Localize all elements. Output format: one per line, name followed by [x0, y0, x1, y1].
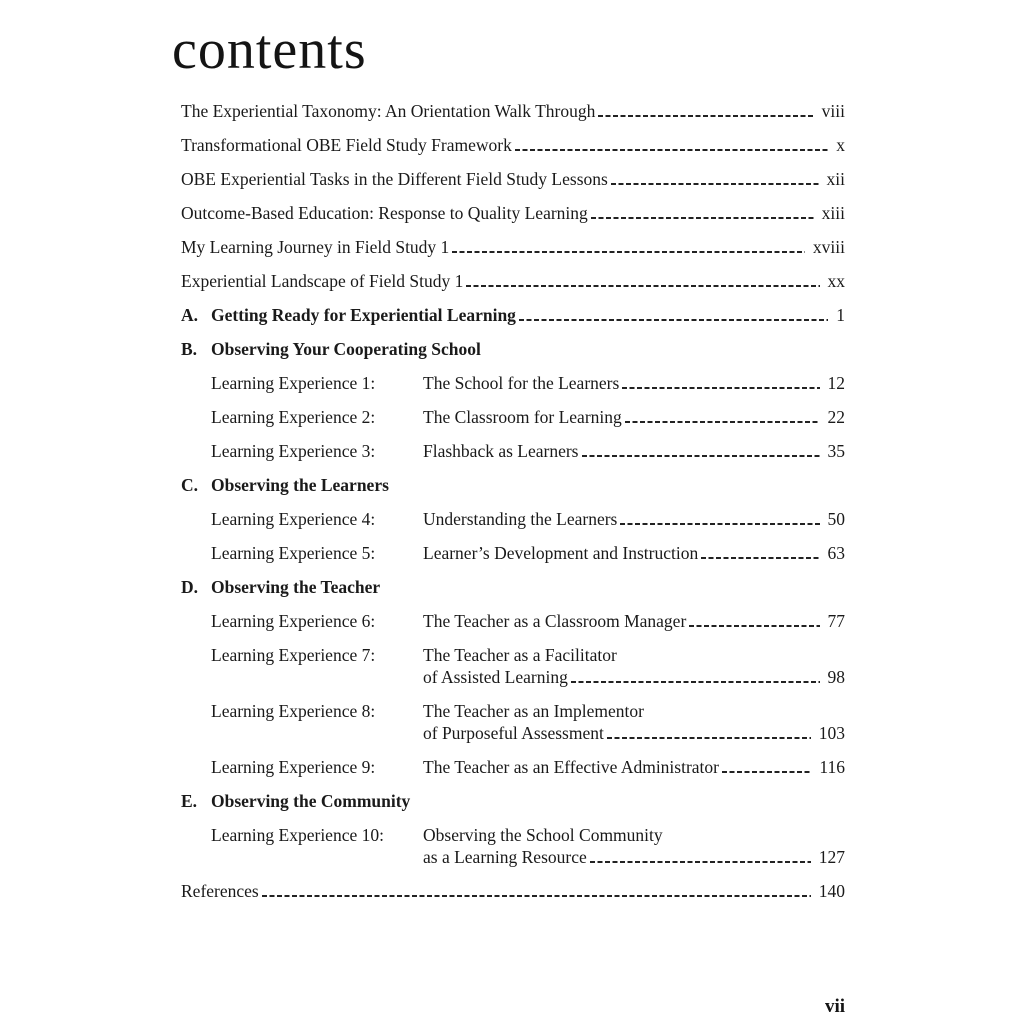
entry-page-number: 116	[819, 757, 845, 777]
learning-experience-label: Learning Experience 7:	[211, 645, 376, 665]
section-letter: B.	[181, 339, 198, 359]
entry-title: The Teacher as a Facilitator	[423, 645, 617, 665]
section-letter: C.	[181, 475, 199, 495]
toc-entry	[181, 700, 845, 744]
dash-leader	[588, 848, 813, 866]
table-of-contents	[181, 100, 845, 914]
toc-entry-references	[181, 880, 845, 902]
entry-page-number: 140	[818, 881, 845, 901]
entry-page-number: 98	[827, 667, 845, 687]
entry-title: Outcome-Based Education: Response to Quality Learning	[181, 203, 588, 223]
entry-title: Flashback as Learners	[423, 441, 579, 461]
entry-page-number: 35	[827, 441, 845, 461]
section-letter: A.	[181, 305, 199, 325]
entry-title: OBE Experiential Tasks in the Different Field Study Lessons	[181, 169, 608, 189]
entry-title: Learner’s Development and Instruction	[423, 543, 699, 563]
entry-page-number: 77	[827, 611, 845, 631]
toc-section-e	[181, 790, 845, 812]
entry-title: Observing the School Community	[423, 825, 663, 845]
entry-page-number: 1	[836, 305, 845, 325]
toc-entry	[181, 644, 845, 688]
dash-leader	[605, 724, 813, 742]
entry-title: The Teacher as an Effective Administrator	[423, 757, 719, 777]
dash-leader	[609, 170, 821, 188]
toc-entry	[181, 440, 845, 462]
dash-leader	[687, 612, 821, 630]
toc-entry	[181, 134, 845, 156]
dash-leader	[618, 510, 821, 528]
entry-page-number: xii	[826, 169, 845, 189]
page-title: contents	[172, 19, 367, 81]
section-title: Observing the Community	[211, 791, 411, 811]
toc-section-c	[181, 474, 845, 496]
dash-leader	[620, 374, 821, 392]
entry-title-wrap: of Assisted Learning	[423, 667, 568, 687]
entry-title: My Learning Journey in Field Study 1	[181, 237, 450, 257]
folio-page-number: vii	[824, 996, 845, 1017]
dash-leader	[260, 882, 813, 900]
toc-section-d	[181, 576, 845, 598]
entry-page-number: xviii	[812, 237, 845, 257]
toc-entry	[181, 270, 845, 292]
dash-leader	[580, 442, 822, 460]
dash-leader	[464, 272, 821, 290]
toc-entry	[181, 372, 845, 394]
toc-entry	[181, 168, 845, 190]
dash-leader	[699, 544, 821, 562]
dash-leader	[623, 408, 822, 426]
section-title: Observing the Learners	[211, 475, 389, 495]
entry-title: The School for the Learners	[423, 373, 620, 393]
learning-experience-label: Learning Experience 3:	[211, 441, 376, 461]
learning-experience-label: Learning Experience 8:	[211, 701, 376, 721]
dash-leader	[596, 102, 815, 120]
toc-entry	[181, 756, 845, 778]
dash-leader	[569, 668, 822, 686]
learning-experience-label: Learning Experience 4:	[211, 509, 376, 529]
entry-title: References	[181, 881, 259, 901]
entry-page-number: 22	[827, 407, 845, 427]
section-letter: D.	[181, 577, 199, 597]
entry-page-number: viii	[821, 101, 845, 121]
dash-leader	[513, 136, 830, 154]
entry-title: The Teacher as an Implementor	[423, 701, 644, 721]
section-title: Observing Your Cooperating School	[211, 339, 481, 359]
learning-experience-label: Learning Experience 1:	[211, 373, 376, 393]
dash-leader	[589, 204, 816, 222]
entry-title: The Experiential Taxonomy: An Orientation Walk Through	[181, 101, 596, 121]
toc-entry	[181, 824, 845, 868]
entry-title: Transformational OBE Field Study Framework	[181, 135, 512, 155]
dash-leader	[450, 238, 807, 256]
toc-entry	[181, 100, 845, 122]
toc-entry	[181, 542, 845, 564]
learning-experience-label: Learning Experience 2:	[211, 407, 376, 427]
section-title: Observing the Teacher	[211, 577, 381, 597]
toc-entry	[181, 406, 845, 428]
entry-title: Experiential Landscape of Field Study 1	[181, 271, 464, 291]
learning-experience-label: Learning Experience 10:	[211, 825, 384, 845]
dash-leader	[517, 306, 830, 324]
entry-title-wrap: as a Learning Resource	[423, 847, 587, 867]
entry-page-number: 63	[827, 543, 845, 563]
dash-leader	[720, 758, 813, 776]
section-title: Getting Ready for Experiential Learning	[211, 305, 516, 325]
entry-page-number: xiii	[821, 203, 845, 223]
learning-experience-label: Learning Experience 5:	[211, 543, 376, 563]
entry-page-number: 103	[818, 723, 845, 743]
toc-entry	[181, 508, 845, 530]
entry-title: Understanding the Learners	[423, 509, 618, 529]
entry-page-number: 12	[827, 373, 845, 393]
toc-section-a	[181, 304, 845, 326]
toc-section-b	[181, 338, 845, 360]
toc-entry	[181, 610, 845, 632]
section-letter: E.	[181, 791, 198, 811]
entry-page-number: x	[836, 135, 845, 155]
entry-title: The Teacher as a Classroom Manager	[423, 611, 687, 631]
learning-experience-label: Learning Experience 9:	[211, 757, 376, 777]
entry-page-number: 50	[827, 509, 845, 529]
entry-title-wrap: of Purposeful Assessment	[423, 723, 604, 743]
learning-experience-label: Learning Experience 6:	[211, 611, 376, 631]
toc-entry	[181, 202, 845, 224]
entry-title: The Classroom for Learning	[423, 407, 622, 427]
entry-page-number: 127	[818, 847, 845, 867]
entry-page-number: xx	[827, 271, 845, 291]
toc-entry	[181, 236, 845, 258]
